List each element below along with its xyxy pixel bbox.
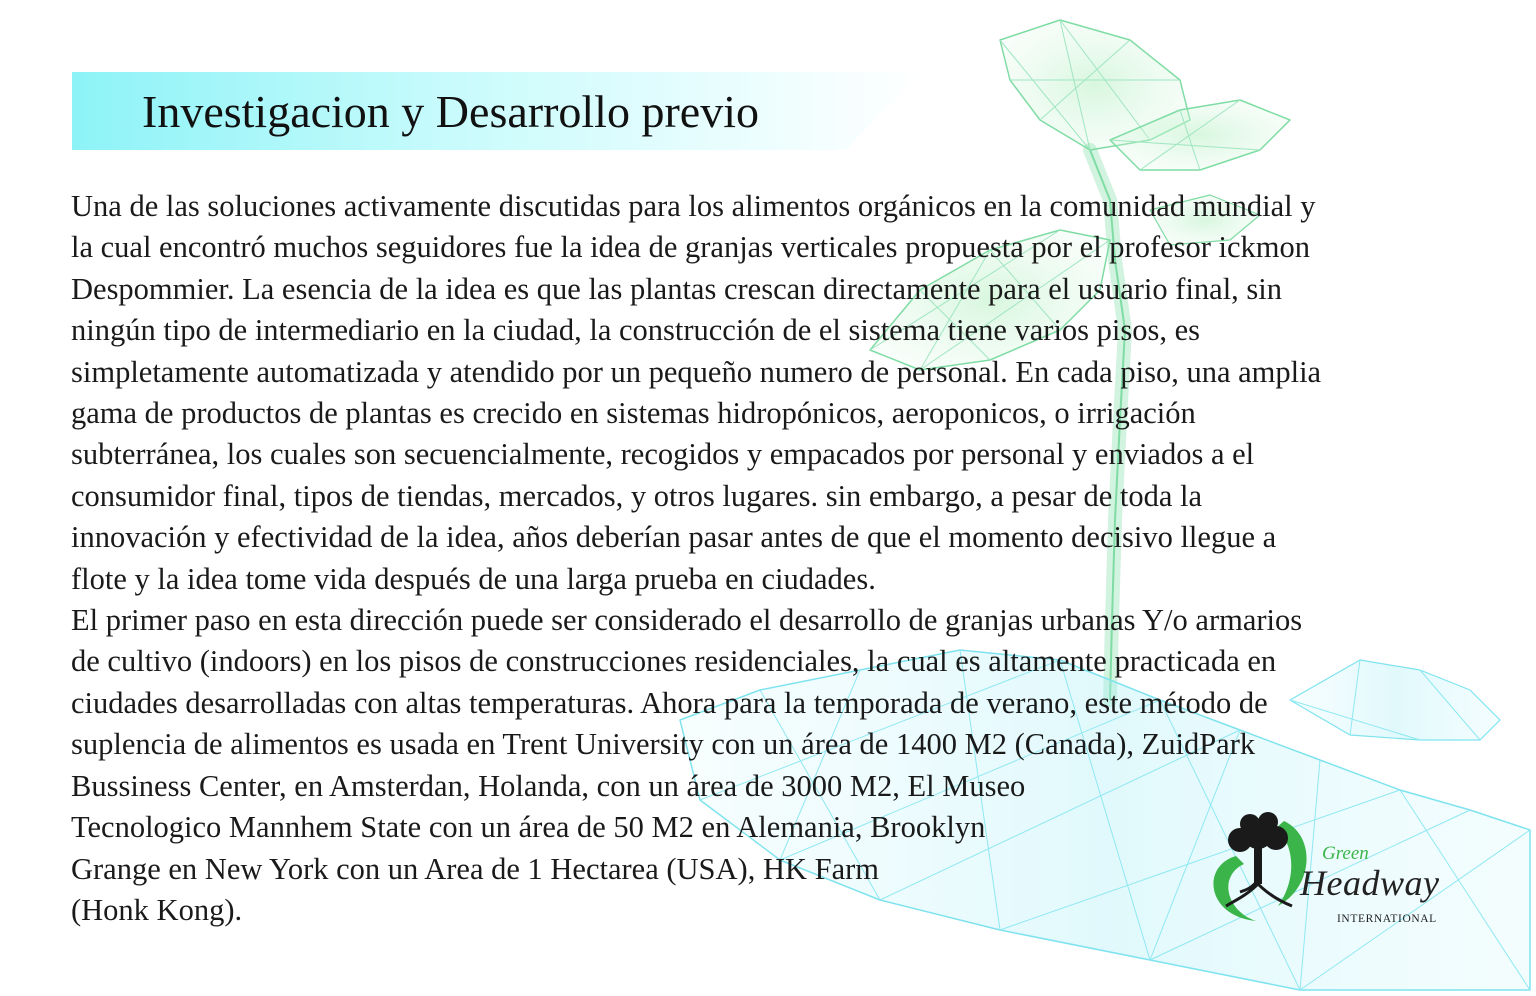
logo-word-international: INTERNATIONAL: [1337, 913, 1437, 925]
logo-word-headway: Headway: [1300, 863, 1440, 903]
text-line: subterránea, los cuales son secuencialmente, recogidos y empacados por personal y enviados a el: [71, 437, 1255, 472]
logo-word-green: Green: [1322, 843, 1369, 864]
text-line: El primer paso en esta dirección puede ser considerado el desarrollo de granjas urbanas Y/o armarios: [71, 603, 1303, 638]
text-line: gama de productos de plantas es crecido en sistemas hidropónicos, aeroponicos, o irrigación: [71, 396, 1196, 431]
text-line: Tecnologico Mannhem State con un área de 50 M2 en Alemania, Brooklyn: [71, 810, 986, 845]
text-line: suplencia de alimentos es usada en Trent University con un área de 1400 M2 (Canada), ZuidPark: [71, 727, 1256, 762]
text-line: ningún tipo de intermediario en la ciudad, la construcción de el sistema tiene varios pisos, es: [71, 313, 1201, 348]
text-line: Una de las soluciones activamente discutidas para los alimentos orgánicos en la comunidad mundial y: [71, 189, 1316, 223]
text-line: innovación y efectividad de la idea, años deberían pasar antes de que el momento decisivo llegue a: [71, 520, 1277, 555]
page-title: Investigacion y Desarrollo previo: [142, 86, 759, 137]
text-line: Bussiness Center, en Amsterdan, Holanda, con un área de 3000 M2, El Museo: [71, 768, 1026, 803]
text-line: ciudades desarrolladas con altas temperaturas. Ahora para la temporada de verano, este método de: [71, 685, 1268, 720]
text-line: simpletamente automatizada y atendido por un pequeño numero de personal. En cada piso, una amplia: [71, 354, 1322, 389]
text-line: (Honk Kong).: [71, 892, 243, 927]
text-line: flote y la idea tome vida después de una larga prueba en ciudades.: [71, 561, 876, 596]
text-line: la cual encontró muchos seguidores fue la idea de granjas verticales propuesta por el profesor ickmon: [71, 230, 1311, 265]
paragraph: [71, 186, 1511, 600]
text-line: Despommier. La esencia de la idea es que las plantas crescan directamente para el usuario final, sin: [71, 271, 1283, 306]
text-line: consumidor final, tipos de tiendas, mercados, y otros lugares. sin embargo, a pesar de toda la: [71, 478, 1203, 513]
text-line: de cultivo (indoors) en los pisos de construcciones residenciales, la cual es altamente practicada en: [71, 644, 1277, 679]
text-line: Grange en New York con un Area de 1 Hectarea (USA), HK Farm: [71, 851, 880, 886]
